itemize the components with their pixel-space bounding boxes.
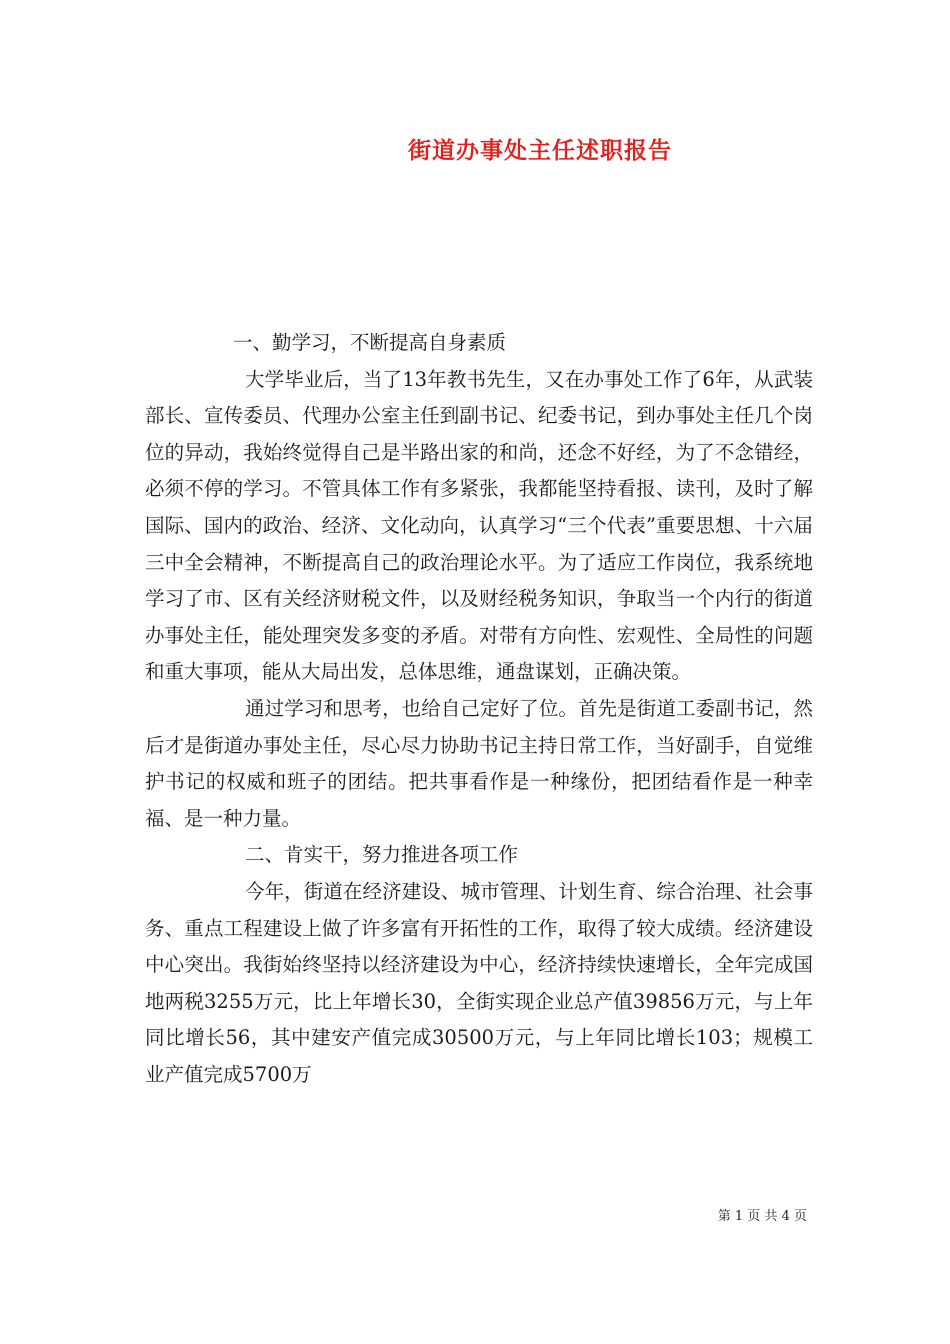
paragraph: 今年，街道在经济建设、城市管理、计划生育、综合治理、社会事务、重点工程建设上做了许多富有开拓性的工作，取得了较大成绩。经济建设中心突出。我街始终坚持以经济建设为中心，经济持续快速增长，全年完成国地两税3255万元，比上年增长30，全街实现企业总产值39856万元，与上年同比增长56，其中建安产值完成30500万元，与上年同比增长103；规模工业产值完成5700万 [145,879,813,1086]
paragraph: 通过学习和思考，也给自己定好了位。首先是街道工委副书记，然后才是街道办事处主任，尽心尽力协助书记主持日常工作，当好副手，自觉维护书记的权威和班子的团结。把共事看作是一种缘份，把团结看作是一种幸福、是一种力量。 [145,696,813,830]
page-number-footer: 第 1 页 共 4 页 [717,1209,807,1224]
document-title: 街道办事处主任述职报告 [408,137,672,164]
section-heading: 一、勤学习，不断提高自身素质 [233,331,507,354]
paragraph: 大学毕业后，当了13年教书先生，又在办事处工作了6年，从武装部长、宣传委员、代理办公室主任到副书记、纪委书记，到办事处主任几个岗位的异动，我始终觉得自己是半路出家的和尚，还念不好经，为了不念错经，必须不停的学习。不管具体工作有多紧张，我都能坚持看报、读刊，及时了解国际、国内的政治、经济、文化动向，认真学习“三个代表”重要思想、十六届三中全会精神，不断提高自己的政治理论水平。为了适应工作岗位，我系统地学习了市、区有关经济财税文件，以及财经税务知识，争取当一个内行的街道办事处主任，能处理突发多变的矛盾。对带有方向性、宏观性、全局性的问题和重大事项，能从大局出发，总体思维，通盘谋划，正确决策。 [145,367,813,684]
section-heading: 二、肯实干，努力推进各项工作 [245,843,519,867]
document-body [145,325,813,1093]
